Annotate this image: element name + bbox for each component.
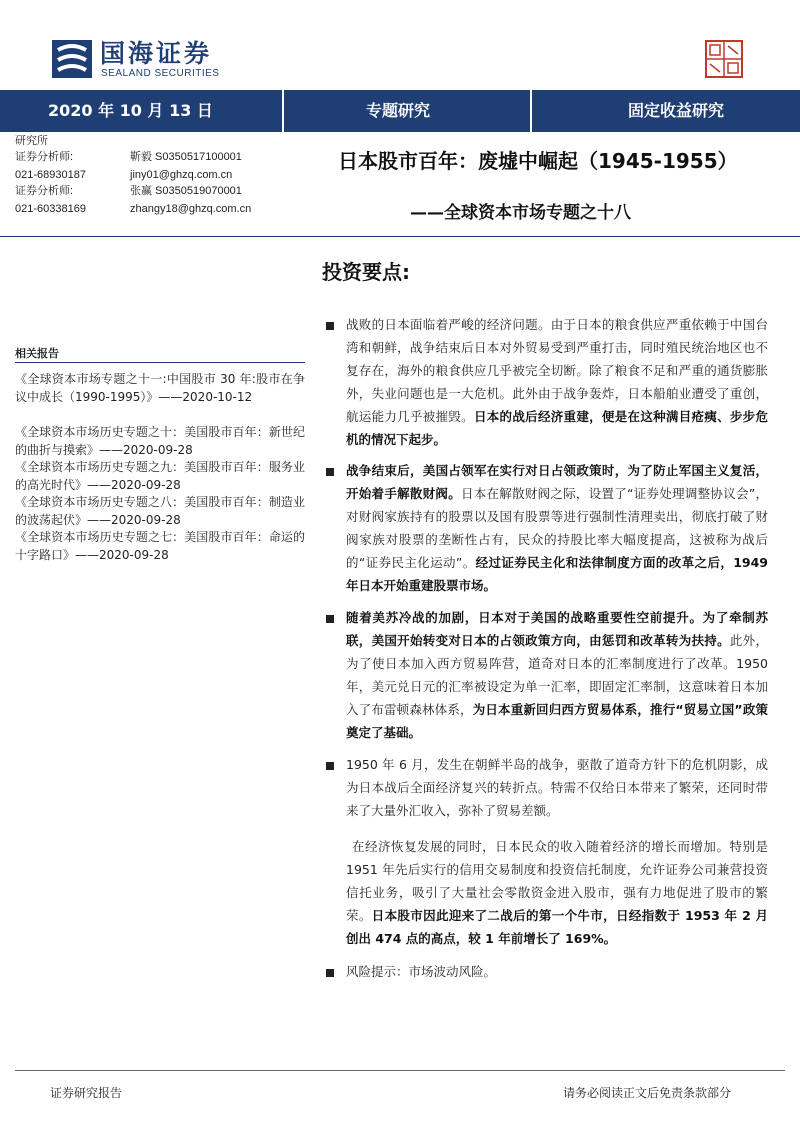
related-report-item[interactable]: 《全球资本市场历史专题之九：美国股市百年：服务业的高光时代》——2020-09-28 bbox=[15, 460, 305, 492]
bullet-icon bbox=[326, 322, 334, 330]
point-paragraph: 战败的日本面临着严峻的经济问题。由于日本的粮食供应严重依赖于中国台湾和朝鲜，战争结束后日本对外贸易受到严重打击，同时殖民统治地区也不复存在，海外的粮食供应几乎被完全切断。除了粮食不足和严重的通货膨胀外，失业问题也是一大危机。此外由于战争轰炸，日本船舶业遭受了重创，航运能力几乎被摧毁。日本的战后经济重建，便是在这种满目疮痍、步步危机的情况下起步。 bbox=[346, 317, 768, 447]
report-date: 2020 年 10 月 13 日 bbox=[48, 101, 213, 120]
report-subtitle: ——全球资本市场专题之十八 bbox=[410, 203, 631, 223]
bullet-icon bbox=[326, 762, 334, 770]
section-title: 投资要点: bbox=[322, 260, 410, 284]
bullet-icon bbox=[326, 615, 334, 623]
analyst-phone: 021-68930187 bbox=[15, 169, 86, 181]
analyst-email[interactable]: jiny01@ghzq.com.cn bbox=[130, 169, 233, 181]
footer-divider bbox=[15, 1070, 785, 1071]
analyst-email[interactable]: zhangy18@ghzq.com.cn bbox=[130, 203, 252, 215]
report-category: 专题研究 bbox=[366, 101, 431, 120]
footer-disclaimer[interactable]: 请务必阅读正文后免责条款部分 bbox=[563, 1086, 732, 1100]
related-report-item[interactable]: 《全球资本市场历史专题之十：美国股市百年：新世纪的曲折与摸索》——2020-09-28 bbox=[15, 425, 305, 457]
company-name-cn: 国海证券 bbox=[100, 39, 213, 68]
related-report-item[interactable]: 《全球资本市场历史专题之七：美国股市百年：命运的十字路口》——2020-09-28 bbox=[15, 530, 305, 562]
related-report-item[interactable]: 《全球资本市场历史专题之八：美国股市百年：制造业的波荡起伏》——2020-09-28 bbox=[15, 495, 305, 527]
research-dept: 研究所 bbox=[15, 135, 48, 147]
point-paragraph: 随着美苏冷战的加剧，日本对于美国的战略重要性空前提升。为了牵制苏联，美国开始转变对日本的占领政策方向，由惩罚和改革转为扶持。此外，为了使日本加入西方贸易阵营，道奇对日本的汇率制度进行了改革。1950 年，美元兑日元的汇率被设定为单一汇率，即固定汇率制，这意味着日本加入了布雷顿森林体系，为日本重新回归西方贸易体系，推行“贸易立国”政策奠定了基础。 bbox=[346, 610, 768, 740]
analyst-name-id: 张赢 S0350519070001 bbox=[130, 185, 242, 197]
bullet-icon bbox=[326, 969, 334, 977]
research-seal-icon bbox=[705, 40, 743, 78]
band-divider bbox=[530, 90, 532, 132]
analyst-phone: 021-60338169 bbox=[15, 203, 86, 215]
footer-left: 证券研究报告 bbox=[50, 1086, 123, 1100]
analyst-name-id: 靳毅 S0350517100001 bbox=[130, 151, 242, 163]
point-paragraph: 战争结束后，美国占领军在实行对日占领政策时，为了防止军国主义复活，开始着手解散财阀。日本在解散财阀之际，设置了“证券处理调整协议会”，对财阀家族持有的股票以及国有股票等进行强制性清理卖出，彻底打破了财阀家族对股票的垄断性占有，民众的持股比率大幅度提高，这被称为战后的“证券民主化运动”。经过证券民主化和法律制度方面的改革之后，1949 年日本开始重建股票市场。 bbox=[346, 463, 768, 593]
related-divider bbox=[15, 362, 305, 363]
company-name-en: SEALAND SECURITIES bbox=[101, 68, 220, 79]
report-title: 日本股市百年：废墟中崛起（1945-1955） bbox=[338, 149, 738, 173]
point-paragraph: 1950 年 6 月，发生在朝鲜半岛的战争，驱散了道奇方针下的危机阴影，成为日本战后全面经济复兴的转折点。特需不仅给日本带来了繁荣，还同时带来了大量外汇收入，弥补了贸易差额。 bbox=[346, 757, 768, 818]
sealand-logo-icon bbox=[52, 40, 92, 78]
related-reports-heading: 相关报告 bbox=[15, 347, 59, 360]
analyst-label: 证券分析师: bbox=[15, 185, 74, 197]
band-divider bbox=[282, 90, 284, 132]
report-type: 固定收益研究 bbox=[628, 101, 725, 120]
point-paragraph: 在经济恢复发展的同时，日本民众的收入随着经济的增长而增加。特别是 1951 年先后实行的信用交易制度和投资信托制度，允许证券公司兼营投资信托业务，吸引了大量社会零散资金进入股市，强有力地促进了股市的繁荣。日本股市因此迎来了二战后的第一个牛市，日经指数于 1953 年 2 月创出 474 点的高点，较 1 年前增长了 169%。 bbox=[346, 839, 768, 946]
risk-warning: 风险提示：市场波动风险。 bbox=[346, 964, 497, 979]
bullet-icon bbox=[326, 468, 334, 476]
related-report-item[interactable]: 《全球资本市场专题之十一:中国股市 30 年:股市在争议中成长（1990-1995）》——2020-10-12 bbox=[15, 372, 305, 404]
analyst-label: 证券分析师: bbox=[15, 151, 74, 163]
title-divider bbox=[0, 236, 800, 237]
